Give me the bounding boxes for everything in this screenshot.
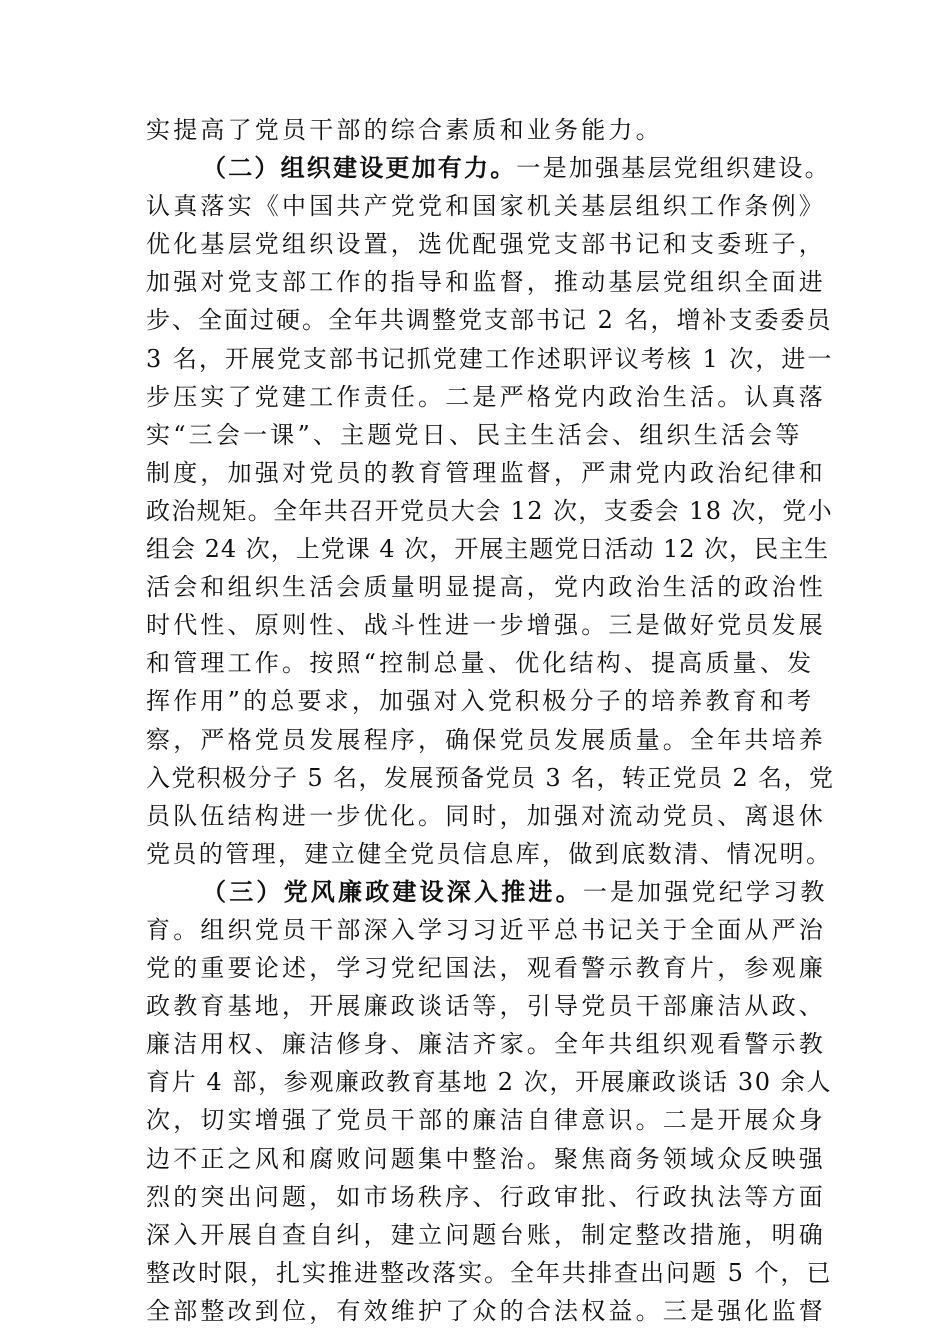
text-line: 党员的管理，建立健全党员信息库，做到底数清、情况明。 <box>146 839 833 868</box>
text-line: 加强对党支部工作的指导和监督，推动基层党组织全面进 <box>146 268 826 297</box>
text-line: 实提高了党员干部的综合素质和业务能力。 <box>146 116 663 144</box>
text-line: 育。组织党员干部深入学习习近平总书记关于全面从严治 <box>146 915 826 944</box>
text-line: 次，切实增强了党员干部的廉洁自律意识。二是开展众身 <box>146 1106 826 1135</box>
text-line: 廉洁用权、廉洁修身、廉洁齐家。全年共组织观看警示教 <box>146 1030 826 1059</box>
text-line <box>146 149 834 187</box>
text-line: 整改时限，扎实推进整改落实。全年共排查出问题 5 个，已 <box>146 1258 833 1287</box>
text-line: 步压实了党建工作责任。二是严格党内政治生活。认真落 <box>146 382 826 411</box>
text-line: 活会和组织生活会质量明显提高，党内政治生活的政治性 <box>146 573 826 602</box>
text-line: 认真落实《中国共产党党和国家机关基层组织工作条例》 <box>146 192 826 221</box>
text-line: 制度，加强对党员的教育管理监督，严肃党内政治纪律和 <box>146 458 826 487</box>
text-line: 烈的突出问题，如市场秩序、行政审批、行政执法等方面 <box>146 1182 826 1211</box>
text-line: 挥作用”的总要求，加强对入党积极分子的培养教育和考 <box>146 687 815 716</box>
line-text: 一是加强党纪学习教 <box>582 877 828 906</box>
text-line: 员队伍结构进一步优化。同时，加强对流动党员、离退休 <box>146 801 826 830</box>
section-heading: （二）组织建设更加有力。 <box>202 153 517 183</box>
text-line: 政教育基地，开展廉政谈话等，引导党员干部廉洁从政、 <box>146 992 826 1021</box>
text-line: 全部整改到位，有效维护了众的合法权益。三是强化监督 <box>146 1296 826 1325</box>
text-line: 入党积极分子 5 名，发展预备党员 3 名，转正党员 2 名，党 <box>146 763 835 792</box>
text-line: 步、全面过硬。全年共调整党支部书记 2 名，增补支委委员 <box>146 306 833 335</box>
text-line: 边不正之风和腐败问题集中整治。聚焦商务领域众反映强 <box>146 1144 826 1173</box>
text-line: 和管理工作。按照“控制总量、优化结构、提高质量、发 <box>146 649 815 678</box>
text-line: 政治规矩。全年共召开党员大会 12 次，支委会 18 次，党小 <box>146 496 833 525</box>
text-line: 组会 24 次，上党课 4 次，开展主题党日活动 12 次，民主生 <box>146 535 830 564</box>
text-line: 察，严格党员发展程序，确保党员发展质量。全年共培养 <box>146 725 826 754</box>
section-heading: （三）党风廉政建设深入推进。 <box>202 876 583 906</box>
text-line: 3 名，开展党支部书记抓党建工作述职评议考核 1 次，进一 <box>146 344 834 373</box>
text-line: 党的重要论述，学习党纪国法，观看警示教育片，参观廉 <box>146 954 826 983</box>
text-line <box>146 873 834 911</box>
text-line: 深入开展自查自纠，建立问题台账，制定整改措施，明确 <box>146 1220 826 1249</box>
text-line: 实“三会一课”、主题党日、民主生活会、组织生活会等 <box>146 420 803 449</box>
line-text: 一是加强基层党组织建设。 <box>516 154 831 183</box>
body-text <box>146 111 834 1330</box>
text-line: 时代性、原则性、战斗性进一步增强。三是做好党员发展 <box>146 611 826 640</box>
text-line: 育片 4 部，参观廉政教育基地 2 次，开展廉政谈话 30 余人 <box>146 1068 833 1097</box>
text-line: 优化基层党组织设置，选优配强党支部书记和支委班子， <box>146 230 826 259</box>
